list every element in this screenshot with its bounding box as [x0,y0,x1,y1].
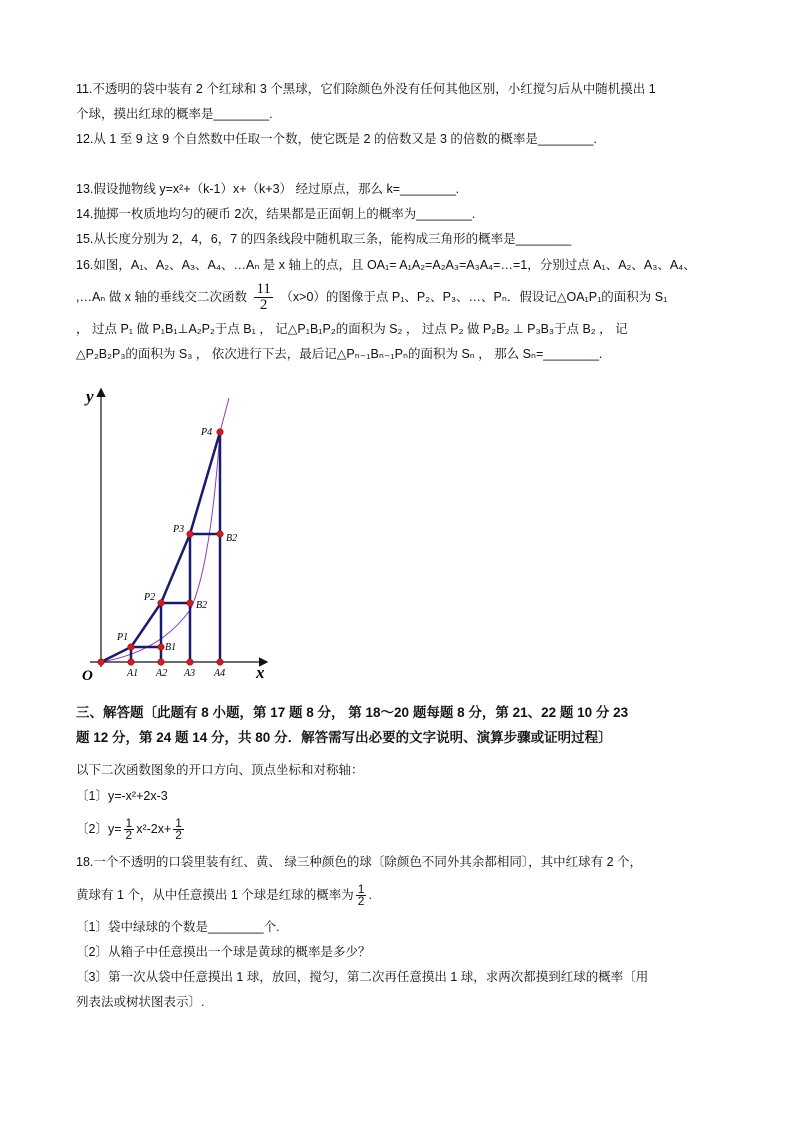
point-a4 [217,659,224,666]
label-b2-upper: B2 [226,533,238,544]
label-p1: P1 [117,632,129,643]
label-a1: A1 [127,668,139,679]
q16-line2-a: ,…Aₙ 做 x 轴的垂线交二次函数 [76,290,247,304]
point-p1 [128,644,135,651]
q14: 14.抛掷一枚质地均匀的硬币 2次，结果都是正面朝上的概率为________. [76,207,476,221]
label-b1: B1 [165,642,177,653]
q18-line2 [76,878,726,912]
q16-line3: ， 过点 P₁ 做 P₁B₁⊥A₂P₂于点 B₁ ， 记△P₁B₁P₂的面积为 S₂ ， 过点 P₂ 做 P₂B₂ ⊥ P₃B₃于点 B₂ ， 记 [76,322,628,336]
q16-line4: △P₂B₂P₃的面积为 S₃ ， 依次进行下去，最后记△Pₙ₋₁Bₙ₋₁Pₙ的面积为 Sₙ ， 那么 Sₙ=________. [76,347,603,361]
q16-line1: 16.如图，A₁、A₂、A₃、A₄、…Aₙ 是 x 轴上的点，且 OA₁= A₁A₂=A₂A₃=A₃A₄=…=1，分别过点 A₁、A₂、A₃、A₄、 [76,258,696,272]
q18-p3b: 列表法或树状图表示〕. [76,995,205,1009]
point-b2-upper [217,531,224,538]
q18-p1: 〔1〕袋中绿球的个数是________个. [76,920,280,934]
section3-line2: 题 12 分，第 24 题 14 分，共 80 分．解答需写出必要的文字说明、演算步骤或证明过程〕 [76,730,612,745]
q17-intro: 以下二次函数图象的开口方向、顶点坐标和对称轴： [76,763,364,777]
q15: 15.从长度分别为 2，4，6，7 的四条线段中随机取三条，能构成三角形的概率是________ [76,232,572,246]
q17-p2-pre: 〔2〕y= [76,822,122,836]
q17-frac1 [124,818,135,841]
q16-frac-pre: 1 [256,281,264,298]
label-origin: O [82,668,93,684]
q16-line2-b: （x>0）的图像于点 P₁、P₂、P₃、…、Pₙ．假设记△OA₁P₁的面积为 S₁ [280,290,668,304]
q17-frac1-den: 2 [125,828,133,843]
q17-frac2-num: 1 [175,816,182,831]
point-b2-lower [187,600,194,607]
q17-p1: 〔1〕y=-x²+2x-3 [76,789,168,803]
q17-frac2-den: 2 [175,828,182,843]
q17-frac1-num: 1 [125,816,133,831]
q18-line1: 18.一个不透明的口袋里装有红、黄、 绿三种颜色的球〔除颜色不同外其余都相同〕，其中红球有 2 个， [76,855,642,869]
q11-line1: 11.不透明的袋中装有 2 个红球和 3 个黑球，它们除颜色外没有任何其他区别，小红搅匀后从中随机摸出 1 [76,82,656,96]
q16-frac-den: 2 [259,297,268,314]
q18-line2-post: . [368,888,372,902]
label-y: y [86,387,94,406]
q11-line2: 个球，摸出红球的概率是________. [76,107,273,121]
label-x: x [256,663,265,682]
section3-line1: 三、解答题〔此题有 8 小题，第 17 题 8 分， 第 18～20 题每题 8 分，第 21、22 题 10 分 23 [76,705,629,720]
point-p3 [187,531,194,538]
q18-frac-den: 2 [357,894,365,909]
q16-line2 [76,282,726,312]
point-p4 [217,429,224,436]
q18-line2-pre: 黄球有 1 个，从中任意摸出 1 个球是红球的概率为 [76,888,354,902]
q18-p3a: 〔3〕第一次从袋中任意摸出 1 球，放回，搅匀，第二次再任意摸出 1 球，求两次都摸到红球的概率〔用 [76,970,649,984]
point-o [98,659,105,666]
point-a3 [187,659,194,666]
label-p3: P3 [173,524,185,535]
point-a2 [158,659,165,666]
label-a4: A4 [214,668,226,679]
q16-frac-num [254,282,272,298]
point-b1 [158,644,165,651]
q16-figure [70,380,290,685]
label-a2: A2 [156,668,168,679]
q17-frac2 [173,818,184,841]
q18-frac-num: 1 [357,882,365,897]
label-p2: P2 [144,592,156,603]
q16-fraction [254,282,272,313]
label-a3: A3 [184,668,196,679]
label-b2-lower: B2 [196,600,208,611]
point-a1 [128,659,135,666]
q18-p2: 〔2〕从箱子中任意摸出一个球是黄球的概率是多少？ [76,945,371,959]
q13: 13.假设抛物线 y=x²+（k-1）x+（k+3） 经过原点，那么 k=________. [76,182,460,196]
point-p2 [158,600,165,607]
q17-p2-mid: x²-2x+ [136,822,172,836]
q17-p2 [76,812,726,846]
q16-frac-num-b: 1 [263,281,271,298]
q18-frac [356,884,367,907]
label-p4: P4 [201,427,213,438]
q12: 12.从 1 至 9 这 9 个自然数中任取一个数，使它既是 2 的倍数又是 3 的倍数的概率是________. [76,132,597,146]
